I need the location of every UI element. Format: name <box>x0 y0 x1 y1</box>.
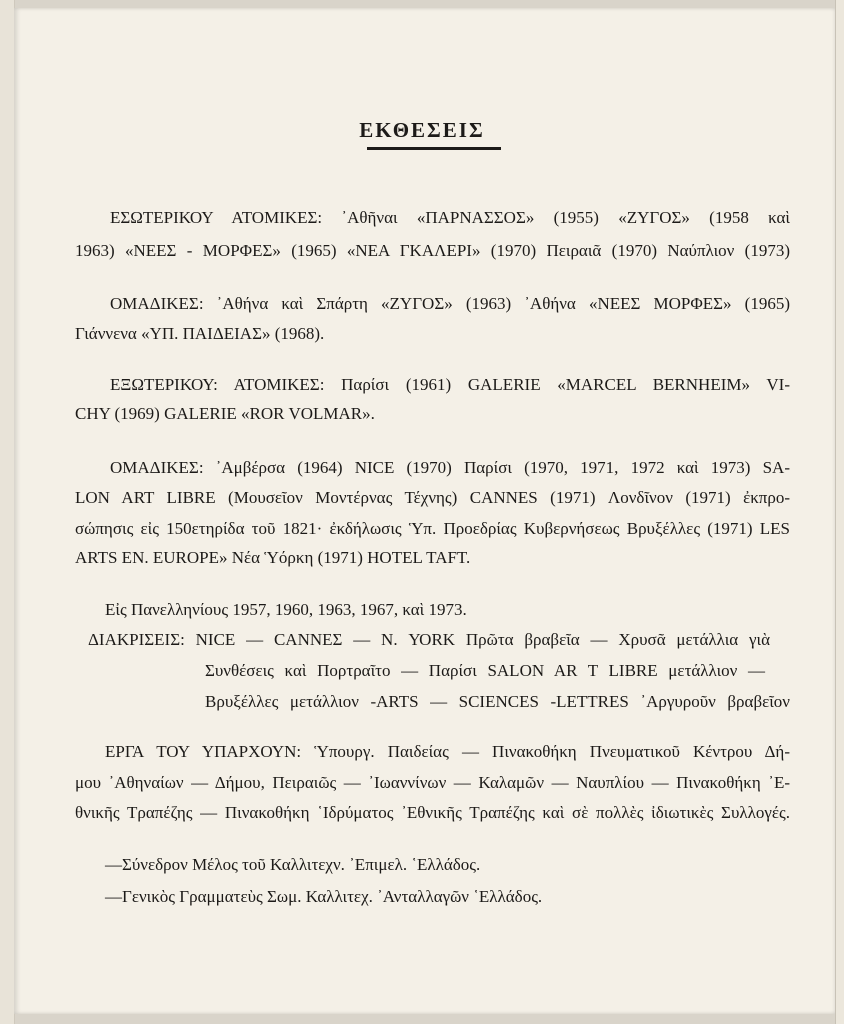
title-underline <box>367 147 501 150</box>
awards-line-1: ΔΙΑΚΡΙΣΕΙΣ: NICE — CANNEΣ — N. ΥΟRK Πρῶτα βραβεῖα — Χρυσᾶ μετάλλια γιὰ <box>88 630 770 649</box>
awards-line-3: Βρυξέλλες μετάλλιον -ARTS — SCIENCES -LETTRES ᾿Αργυροῦν βραβεῖον <box>205 692 790 711</box>
awards-line-2: Συνθέσεις καὶ Πορτραῖτο — Παρίσι SALON AR T LIBRE μετάλλιον — <box>205 661 765 680</box>
page-right-edge <box>835 0 844 1024</box>
collections-line-2: μου ᾿Αθηναίων — Δήμου, Πειραιῶς — ᾿Ιωαννίνων — Καλαμῶν — Ναυπλίου — Πινακοθήκη ᾿Ε- <box>75 773 790 792</box>
membership-line-1: —Σύνεδρον Μέλος τοῦ Καλλιτεχν. ᾿Επιμελ. ῾Ελλάδος. <box>105 855 481 874</box>
foreign-solo-line-1: ΕΞΩΤΕΡΙΚΟΥ: ΑΤΟΜΙΚΕΣ: Παρίσι (1961) GALERIE «MARCEL BERNHEIM» VI- <box>110 375 790 394</box>
domestic-solo-line-1: ΕΣΩΤΕΡΙΚΟΥ ΑΤΟΜΙΚΕΣ: ᾿Αθῆναι «ΠΑΡΝΑΣΣΟΣ» (1955) «ΖΥΓΟΣ» (1958 καὶ <box>110 208 790 227</box>
panhellenic-line: Εἰς Πανελληνίους 1957, 1960, 1963, 1967, καὶ 1973. <box>105 600 467 619</box>
page-left-edge <box>0 0 15 1024</box>
foreign-group-line-1: ΟΜΑΔΙΚΕΣ: ᾿Αμβέρσα (1964) NICE (1970) Παρίσι (1970, 1971, 1972 καὶ 1973) SA- <box>110 458 790 477</box>
domestic-group-line-1: ΟΜΑΔΙΚΕΣ: ᾿Αθήνα καὶ Σπάρτη «ΖΥΓΟΣ» (1963) ᾿Αθήνα «ΝΕΕΣ ΜΟΡΦΕΣ» (1965) <box>110 294 790 313</box>
collections-line-3: θνικῆς Τραπέζης — Πινακοθήκη ῾Ιδρύματος ᾿Εθνικῆς Τραπέζης καὶ σὲ πολλὲς ἰδιωτικὲς Συλλογές. <box>75 803 790 822</box>
page-title: ΕΚΘΕΣΕΙΣ <box>359 118 485 142</box>
foreign-group-line-4: ARTS EN. EUROPE» Νέα Ὑόρκη (1971) HOTEL TAFT. <box>75 548 471 567</box>
foreign-solo-line-2: CHY (1969) GALERIE «ROR VOLMAR». <box>75 404 375 423</box>
collections-line-1: ΕΡΓΑ ΤΟΥ ΥΠΑΡΧΟΥΝ: Ὑπουργ. Παιδείας — Πινακοθήκη Πνευματικοῦ Κέντρου Δή- <box>105 742 790 761</box>
domestic-group-line-2: Γιάννενα «ΥΠ. ΠΑΙΔΕΙΑΣ» (1968). <box>75 324 325 343</box>
domestic-solo-line-2: 1963) «ΝΕΕΣ - ΜΟΡΦΕΣ» (1965) «ΝΕΑ ΓΚΑΛΕΡΙ» (1970) Πειραιᾶ (1970) Ναύπλιον (1973) <box>75 241 790 260</box>
membership-line-2: —Γενικὸς Γραμματεὺς Σωμ. Καλλιτεχ. ᾿Ανταλλαγῶν ῾Ελλάδος. <box>105 887 543 906</box>
foreign-group-line-3: σώπησις εἰς 150ετηρίδα τοῦ 1821· ἐκδήλωσις Ὑπ. Προεδρίας Κυβερνήσεως Βρυξέλλες (1971) LES <box>75 519 790 538</box>
foreign-group-line-2: LON ART LIBRE (Μουσεῖον Μοντέρνας Τέχνης) CANNES (1971) Λονδῖνον (1971) ἐκπρο- <box>75 488 790 507</box>
